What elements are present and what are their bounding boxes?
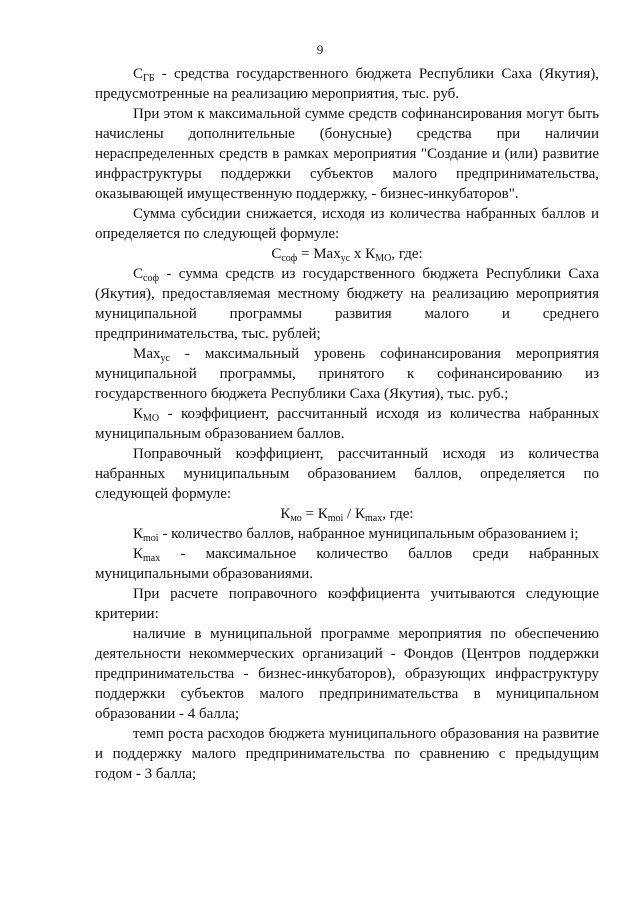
formula-part: , где: bbox=[391, 246, 423, 262]
paragraph-criteria: При расчете поправочного коэффициента учитываются следующие критерии: bbox=[95, 586, 599, 622]
formula-part: С bbox=[271, 246, 282, 262]
definition-text: - коэффициент, рассчитанный исходя из количества набранных муниципальным образованием баллов. bbox=[95, 406, 599, 442]
formula-csof bbox=[95, 244, 599, 264]
formula-part: , где: bbox=[382, 506, 414, 522]
symbol-subscript: соф bbox=[143, 273, 159, 284]
criterion-growth-rate: темп роста расходов бюджета муниципального образования на развитие и поддержку малого предпринимательства по сравнению с предыдущим годом - 3 балла; bbox=[95, 726, 599, 782]
symbol-subscript: ус bbox=[160, 353, 170, 364]
definition-kmoi bbox=[95, 524, 599, 544]
definition-kmo bbox=[95, 404, 599, 444]
formula-part: / К bbox=[343, 506, 365, 522]
formula-part: = Мах bbox=[297, 246, 341, 262]
definition-cgb bbox=[95, 64, 599, 104]
symbol: К bbox=[133, 546, 144, 562]
formula-part: = К bbox=[301, 506, 328, 522]
formula-part: К bbox=[280, 506, 291, 522]
formula-subscript: ус bbox=[340, 253, 351, 264]
symbol: К bbox=[133, 526, 144, 542]
symbol: Мах bbox=[133, 346, 161, 362]
formula-subscript: соф bbox=[281, 253, 298, 264]
formula-subscript: moi bbox=[327, 513, 344, 524]
symbol: К bbox=[133, 406, 144, 422]
formula-part: х К bbox=[350, 246, 376, 262]
paragraph-bonus: При этом к максимальной сумме средств софинансирования могут быть начислены дополнительные (бонусные) средства при наличии нераспределенных средств в рамках мероприятия "Создание и (или) развитие инфраструктуры поддержки субъектов малого предпринимательства, оказывающей имущественную поддержку, - бизнес-инкубаторов". bbox=[95, 106, 599, 202]
page-number: 9 bbox=[316, 42, 324, 57]
definition-kmax bbox=[95, 544, 599, 584]
symbol-subscript: max bbox=[143, 553, 161, 564]
formula-subscript: мо bbox=[290, 513, 302, 524]
symbol-subscript: МО bbox=[143, 413, 160, 424]
paragraph-correction-coefficient: Поправочный коэффициент, рассчитанный исходя из количества набранных муниципальным образованием баллов, определяется по следующей формуле: bbox=[95, 446, 599, 502]
definition-text: - максимальный уровень софинансирования мероприятия муниципальной программы, принятого к софинансированию из государственного бюджета Республики Саха (Якутия), тыс. руб.; bbox=[95, 346, 599, 402]
symbol: С bbox=[133, 266, 144, 282]
formula-subscript: МО bbox=[375, 253, 392, 264]
paragraph-subsidy-reduction: Сумма субсидии снижается, исходя из количества набранных баллов и определяется по следующей формуле: bbox=[95, 206, 599, 242]
definition-csof bbox=[95, 264, 599, 344]
symbol-subscript: moi bbox=[143, 533, 159, 544]
document-body bbox=[95, 64, 599, 784]
symbol-subscript: ГБ bbox=[143, 73, 155, 84]
formula-subscript: max bbox=[364, 513, 383, 524]
definition-text: - сумма средств из государственного бюджета Республики Саха (Якутия), предоставляемая местному бюджету на реализацию мероприятия муниципальной программы развития малого и среднего предпринимательства, тыс. рублей; bbox=[95, 266, 599, 342]
definition-text: - максимальное количество баллов среди набранных муниципальными образованиями. bbox=[95, 546, 599, 582]
criterion-nonprofit: наличие в муниципальной программе мероприятия по обеспечению деятельности некоммерческих организаций - Фондов (Центров поддержки предпринимательства - бизнес-инкубаторов), образующих инфраструктуру поддержки субъектов малого предпринимательства в муниципальном образовании - 4 балла; bbox=[95, 626, 599, 722]
definition-text: - средства государственного бюджета Республики Саха (Якутия), предусмотренные на реализацию мероприятия, тыс. руб. bbox=[95, 66, 599, 102]
definition-text: - количество баллов, набранное муниципальным образованием i; bbox=[158, 526, 579, 542]
formula-kmo bbox=[95, 504, 599, 524]
symbol: С bbox=[133, 66, 144, 82]
definition-maxus bbox=[95, 344, 599, 404]
